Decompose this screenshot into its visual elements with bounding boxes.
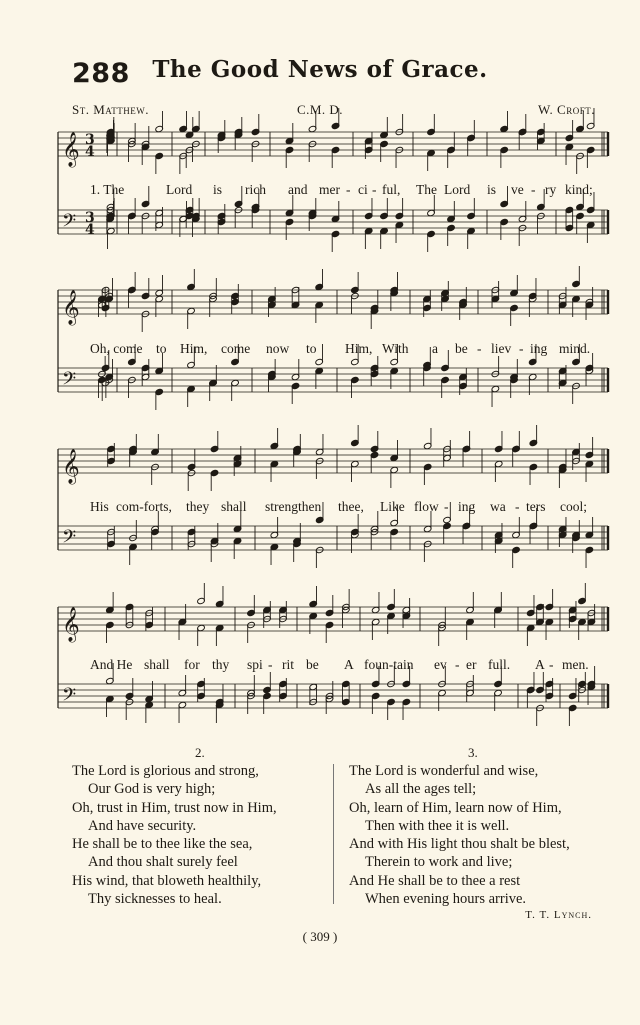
- verse-line: Oh, learn of Him, learn now of Him,: [349, 799, 562, 816]
- treble-clef-icon: 𝄞: [62, 607, 80, 642]
- lyric-word: ing: [530, 341, 548, 356]
- lyric-word: ve: [511, 182, 524, 197]
- lyric-word: be: [455, 341, 468, 356]
- verse-line: The Lord is glorious and strong,: [72, 763, 259, 779]
- lyric-word: a: [432, 341, 438, 356]
- verse-3: [349, 762, 570, 908]
- lyric-word: -: [444, 499, 449, 514]
- hymn-author: T. T. Lynch.: [525, 909, 592, 921]
- lyric-word: come: [221, 341, 251, 356]
- time-sig-top: 3: [85, 210, 95, 226]
- lyric-word: 1. The: [90, 182, 125, 197]
- verse-line: As all the ages tell;: [365, 781, 477, 798]
- lyric-word: ters: [526, 499, 546, 514]
- lyric-word: With: [382, 341, 409, 356]
- hymn-title: The Good News of Grace.: [152, 56, 488, 83]
- verse-line: He shall be to thee like the sea,: [72, 836, 253, 853]
- lyric-word: A: [344, 657, 354, 672]
- lyric-word: thy: [212, 657, 230, 672]
- lyric-word: mer: [319, 182, 340, 197]
- lyric-word: -: [372, 182, 377, 197]
- lyric-word: -: [519, 341, 524, 356]
- verse-line: And thou shalt surely feel: [88, 854, 238, 871]
- bass-clef-icon: 𝄢: [62, 685, 77, 710]
- lyric-word: -: [531, 182, 536, 197]
- verse-line: Thy sicknesses to heal.: [88, 891, 222, 908]
- verse-line: Oh, trust in Him, trust now in Him,: [72, 799, 277, 816]
- lyric-word: er: [466, 657, 477, 672]
- lyric-word: is: [213, 182, 223, 197]
- lyric-word: And He: [90, 657, 133, 672]
- lyric-word: strengthen: [265, 499, 322, 514]
- lyric-word: -: [268, 657, 273, 672]
- lyric-word: men.: [562, 657, 589, 672]
- time-sig-bottom: 4: [85, 222, 95, 238]
- verse-2: [72, 762, 277, 908]
- verse-line: Therein to work and live;: [365, 854, 513, 871]
- lyric-word: mind.: [559, 341, 591, 356]
- lyric-word: ful,: [382, 182, 401, 197]
- column-divider: [333, 764, 334, 904]
- lyric-word: Lord: [166, 182, 193, 197]
- lyric-word: His: [90, 499, 109, 514]
- lyric-word: -: [515, 499, 520, 514]
- verse-line: When evening hours arrive.: [365, 891, 527, 908]
- page-number: ( 309 ): [302, 929, 338, 944]
- time-sig-bottom: 4: [85, 144, 95, 160]
- lyric-word: shall: [144, 657, 170, 672]
- lyric-word: they: [186, 499, 210, 514]
- lyric-word: The: [416, 182, 437, 197]
- lyric-word: full.: [488, 657, 511, 672]
- lyric-word: now: [266, 341, 290, 356]
- bass-clef-icon: 𝄢: [62, 211, 77, 236]
- lyric-word: Lord: [444, 182, 471, 197]
- lyric-word: ev: [434, 657, 447, 672]
- metre: C.M. D.: [296, 102, 344, 117]
- lyric-word: Like: [380, 499, 405, 514]
- lyric-word: ry: [545, 182, 557, 197]
- lyric-word: thee,: [338, 499, 364, 514]
- lyric-word: for: [184, 657, 200, 672]
- lyric-word: kind;: [565, 182, 593, 197]
- lyric-word: foun-tain: [364, 657, 414, 672]
- lyric-word: spi: [247, 657, 263, 672]
- lyric-word: A: [535, 657, 545, 672]
- treble-clef-icon: 𝄞: [62, 290, 80, 325]
- lyric-word: ing: [458, 499, 476, 514]
- verse-line: Then with thee it is well.: [365, 817, 510, 834]
- verse-line: Our God is very high;: [88, 781, 216, 798]
- time-sig-top: 3: [85, 132, 95, 148]
- verse-line: And He shall be to thee a rest: [349, 872, 521, 889]
- treble-clef-icon: 𝄞: [62, 132, 80, 167]
- lyric-word: flow: [414, 499, 439, 514]
- lyric-word: Him,: [345, 341, 373, 356]
- verse-line: The Lord is wonderful and wise,: [349, 763, 539, 779]
- lyric-word: Him,: [180, 341, 208, 356]
- lyric-word: rich: [245, 182, 266, 197]
- verse-3-number: 3.: [468, 745, 478, 760]
- lyric-word: -: [477, 341, 482, 356]
- lyric-word: and: [288, 182, 308, 197]
- lyric-word: com-forts,: [116, 499, 172, 514]
- hymn-number: 288: [72, 58, 130, 89]
- lyric-word: -: [455, 657, 460, 672]
- lyric-word: rit: [282, 657, 294, 672]
- lyric-word: shall: [221, 499, 247, 514]
- bass-clef-icon: 𝄢: [62, 527, 77, 552]
- lyric-word: liev: [491, 341, 512, 356]
- lyric-word: to: [156, 341, 167, 356]
- verse-line: And with His light thou shalt be blest,: [349, 836, 570, 853]
- lyric-word: Oh, come: [90, 341, 143, 356]
- verse-line: His wind, that bloweth healthily,: [72, 872, 262, 889]
- lyric-word: ci: [358, 182, 368, 197]
- verse-2-number: 2.: [195, 745, 205, 760]
- treble-clef-icon: 𝄞: [62, 449, 80, 484]
- lyric-word: wa: [490, 499, 506, 514]
- lyric-word: be: [306, 657, 319, 672]
- lyric-word: -: [346, 182, 351, 197]
- lyric-word: cool;: [560, 499, 587, 514]
- lyric-word: is: [487, 182, 497, 197]
- tune-name: St. Matthew.: [72, 102, 150, 117]
- lyric-word: to: [306, 341, 317, 356]
- verse-line: And have security.: [88, 817, 197, 834]
- composer: W. Croft.: [537, 102, 595, 117]
- lyric-word: -: [549, 657, 554, 672]
- bass-clef-icon: 𝄢: [62, 369, 77, 394]
